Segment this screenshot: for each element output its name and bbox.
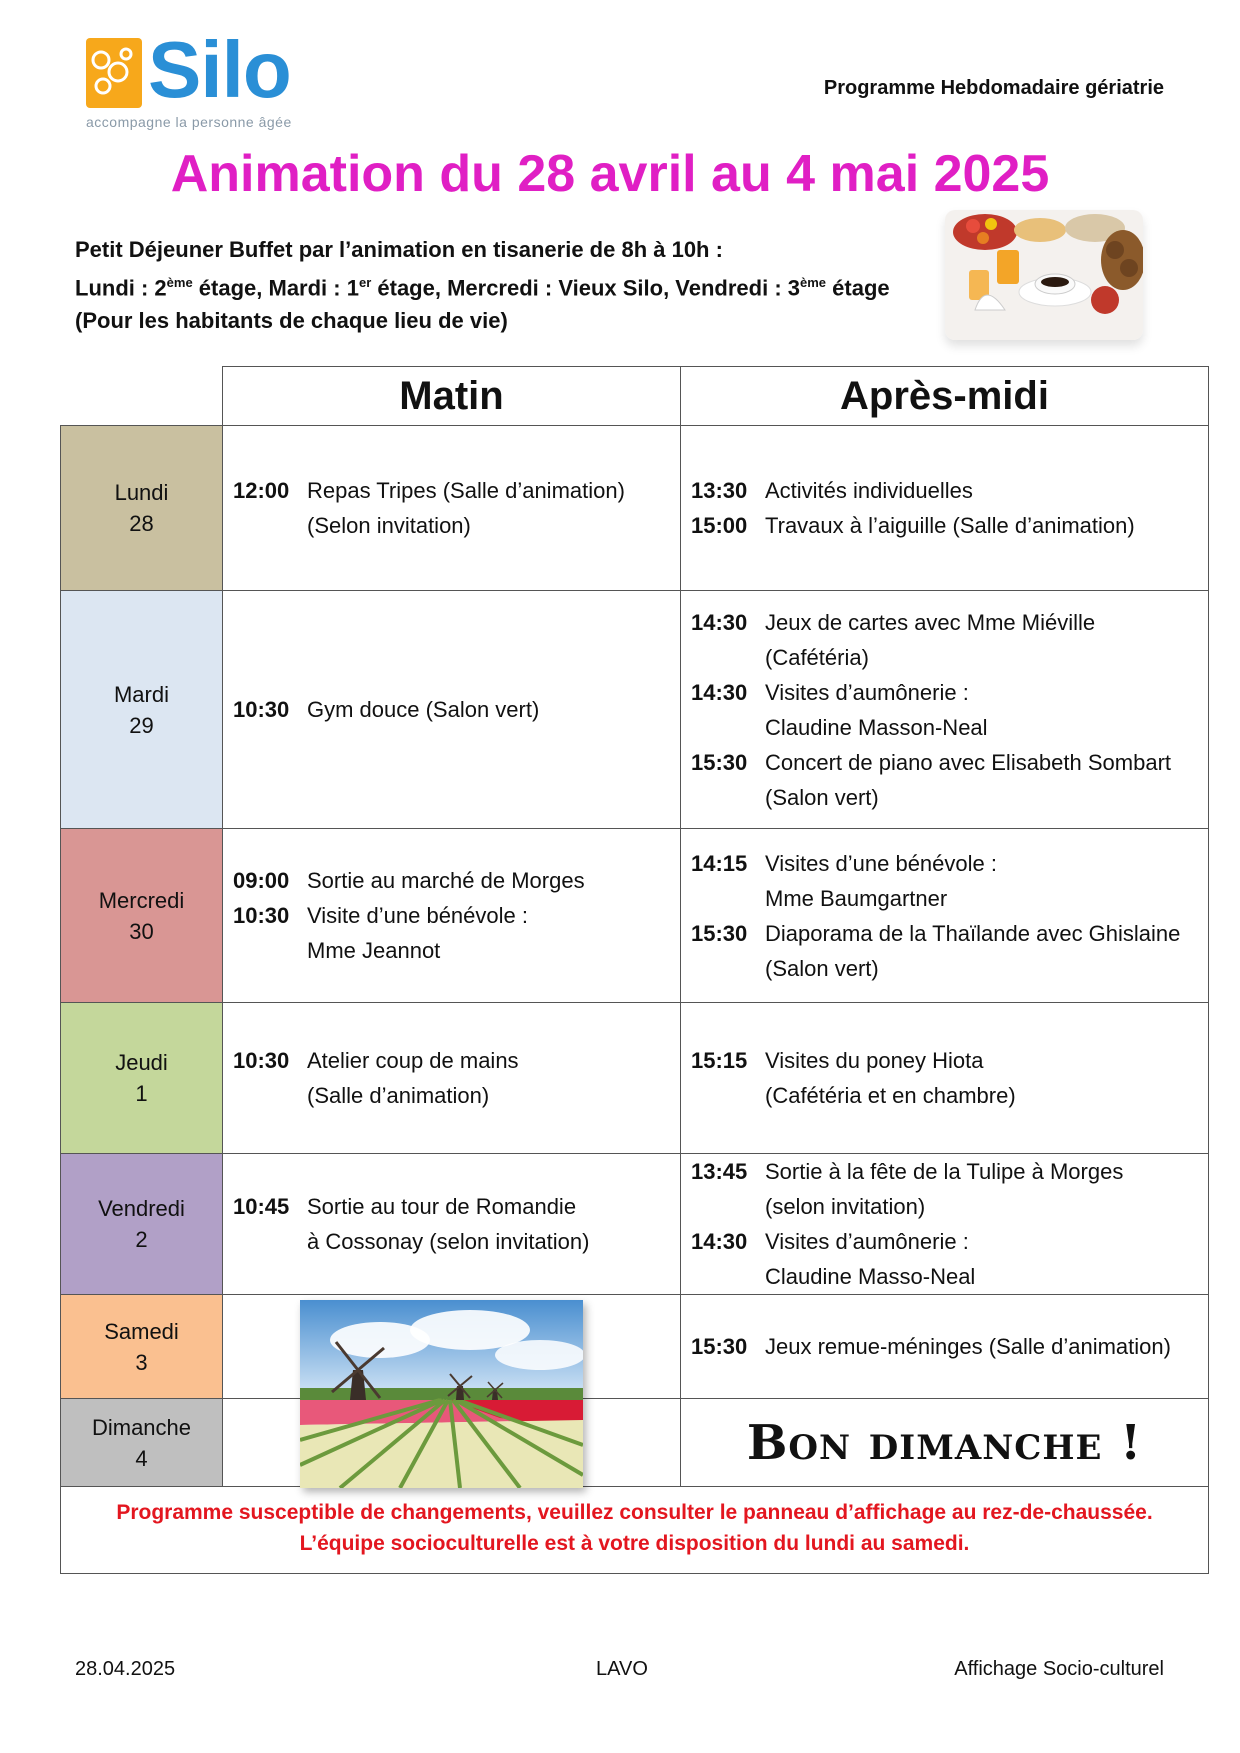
day-cell: Vendredi 2: [61, 1154, 223, 1295]
activity-line: [233, 898, 670, 933]
activity-time: 15:15: [691, 1048, 748, 1073]
matin-cell: [223, 426, 681, 591]
activity-text: Claudine Masson-Neal: [765, 714, 988, 740]
activity-text: Sortie à la fête de la Tulipe à Morges: [765, 1159, 1124, 1184]
activity-text: (Salon vert): [765, 784, 879, 810]
activity-time: [233, 1224, 307, 1259]
activity-text: Mme Jeannot: [307, 938, 441, 963]
activity-line: [691, 1259, 1198, 1294]
activity-line: [233, 933, 670, 968]
day-cell: Jeudi 1: [61, 1003, 223, 1154]
apres-midi-cell: [681, 426, 1209, 591]
activity-line: [691, 1189, 1198, 1224]
row-mercredi: [61, 829, 1209, 1003]
activity-line: [691, 473, 1198, 508]
activity-text: (Cafétéria): [765, 644, 869, 670]
matin-cell: [223, 1003, 681, 1154]
activity-line: [233, 692, 670, 727]
activity-line: [691, 640, 1198, 675]
activity-time: [691, 951, 765, 986]
activity-text: Gym douce (Salon vert): [307, 697, 540, 722]
activity-text: Concert de piano avec Elisabeth Sombart: [765, 749, 1172, 775]
row-dimanche: [61, 1399, 1209, 1487]
bon-dimanche-text: Bon dimanche !: [681, 1399, 1209, 1487]
apres-midi-cell: [681, 829, 1209, 1003]
activity-time: 10:30: [233, 1048, 290, 1073]
matin-cell: [223, 829, 681, 1003]
activity-time: 09:00: [233, 868, 290, 893]
activity-line: [233, 473, 670, 508]
activity-time: [233, 508, 307, 543]
row-samedi: [61, 1295, 1209, 1399]
row-notice: [61, 1487, 1209, 1574]
breakfast-photo: [945, 210, 1143, 340]
header-blank-cell: [61, 367, 223, 426]
apres-midi-cell: [681, 1154, 1209, 1295]
activity-text: Diaporama de la Thaïlande avec Ghislaine: [765, 920, 1181, 946]
footer-date: 28.04.2025: [75, 1658, 176, 1680]
activity-time: [691, 1259, 765, 1294]
activity-line: [233, 1078, 670, 1113]
activity-time: 15:30: [691, 920, 748, 946]
activity-time: 10:30: [233, 697, 290, 722]
activity-text: Claudine Masso-Neal: [765, 1264, 976, 1289]
footer-author: LAVO: [596, 1658, 648, 1680]
activity-time: [691, 780, 765, 815]
breakfast-line-2: Lundi : 2ème étage, Mardi : 1er étage, Mercredi : Vieux Silo, Vendredi : 3ème étage: [75, 275, 890, 301]
day-cell: Mercredi 30: [61, 829, 223, 1003]
activity-line: [691, 675, 1198, 710]
activity-text: Activités individuelles: [765, 478, 973, 503]
matin-cell: [223, 591, 681, 829]
breakfast-line-3: (Pour les habitants de chaque lieu de vie): [75, 308, 508, 334]
row-vendredi: [61, 1154, 1209, 1295]
notice-line-2: L’équipe socioculturelle est à votre disposition du lundi au samedi.: [299, 1532, 970, 1555]
activity-time: 14:30: [691, 1229, 748, 1254]
activity-text: (Cafétéria et en chambre): [765, 1083, 1016, 1108]
activity-text: à Cossonay (selon invitation): [307, 1229, 590, 1254]
activity-time: [233, 933, 307, 968]
day-cell: Samedi 3: [61, 1295, 223, 1399]
logo-wordmark: Silo: [148, 25, 291, 114]
activity-time: 14:15: [691, 850, 748, 876]
footer-category: Affichage Socio-culturel: [954, 1658, 1164, 1680]
tulip-windmill-photo: [300, 1300, 583, 1488]
activity-time: 14:30: [691, 679, 748, 705]
activity-time: 13:45: [691, 1159, 748, 1184]
activity-line: [233, 1043, 670, 1078]
activity-time: [233, 1078, 307, 1113]
day-cell: Dimanche 4: [61, 1399, 223, 1487]
activity-text: Jeux remue-méninges (Salle d’animation): [765, 1334, 1171, 1359]
notice-line-1: Programme susceptible de changements, veuillez consulter le panneau d’affichage au rez-de-chaussée.: [116, 1501, 1153, 1524]
activity-line: [691, 508, 1198, 543]
silo-logo: [86, 25, 316, 133]
activity-line: [691, 951, 1198, 986]
header-apres-midi: Après-midi: [681, 367, 1209, 426]
activity-time: 15:30: [691, 749, 748, 775]
breakfast-info: [75, 233, 890, 337]
activity-text: Mme Baumgartner: [765, 885, 948, 911]
activity-time: 14:30: [691, 609, 748, 635]
row-lundi: [61, 426, 1209, 591]
header-matin: Matin: [223, 367, 681, 426]
row-mardi: [61, 591, 1209, 829]
activity-text: Visites d’aumônerie :: [765, 1229, 969, 1254]
activity-line: [691, 1043, 1198, 1078]
notice-cell: [61, 1487, 1209, 1574]
activity-time: [691, 640, 765, 675]
activity-text: Atelier coup de mains: [307, 1048, 519, 1073]
activity-line: [691, 1154, 1198, 1189]
apres-midi-cell: [681, 1003, 1209, 1154]
activity-text: Visites d’aumônerie :: [765, 679, 969, 705]
activity-time: 12:00: [233, 478, 290, 503]
activity-text: Visites du poney Hiota: [765, 1048, 984, 1073]
day-cell: Mardi 29: [61, 591, 223, 829]
activity-time: 13:30: [691, 478, 748, 503]
activity-time: [691, 710, 765, 745]
activity-text: Visites d’une bénévole :: [765, 850, 997, 876]
activity-line: [691, 1329, 1198, 1364]
activity-line: [691, 916, 1198, 951]
page-title: Animation du 28 avril au 4 mai 2025: [170, 145, 1050, 203]
activity-time: [691, 1078, 765, 1113]
activity-text: Visite d’une bénévole :: [307, 903, 528, 928]
activity-line: [233, 1224, 670, 1259]
activity-time: 15:00: [691, 513, 748, 538]
activity-time: 15:30: [691, 1334, 748, 1359]
activity-text: Travaux à l’aiguille (Salle d’animation): [765, 513, 1135, 538]
activity-text: Repas Tripes (Salle d’animation): [307, 478, 625, 503]
activity-line: [691, 605, 1198, 640]
activity-line: [691, 846, 1198, 881]
activity-text: (Salle d’animation): [307, 1083, 490, 1108]
activity-text: Sortie au marché de Morges: [307, 868, 585, 893]
activity-line: [233, 1189, 670, 1224]
activity-line: [691, 1078, 1198, 1113]
logo-tagline: accompagne la personne âgée: [86, 114, 292, 130]
apres-midi-cell: [681, 1295, 1209, 1399]
program-label: Programme Hebdomadaire gériatrie: [823, 77, 1164, 99]
activity-line: [691, 1224, 1198, 1259]
schedule-table: [60, 366, 1209, 1574]
activity-line: [691, 881, 1198, 916]
activity-line: [691, 780, 1198, 815]
apres-midi-cell: [681, 591, 1209, 829]
activity-time: [691, 881, 765, 916]
activity-line: [233, 508, 670, 543]
activity-text: (Selon invitation): [307, 513, 471, 538]
day-cell: Lundi 28: [61, 426, 223, 591]
activity-text: Sortie au tour de Romandie: [307, 1194, 577, 1219]
activity-line: [691, 710, 1198, 745]
activity-time: 10:30: [233, 903, 290, 928]
activity-text: (selon invitation): [765, 1194, 926, 1219]
silo-logo-icon: [86, 38, 142, 108]
breakfast-line-1: Petit Déjeuner Buffet par l’animation en tisanerie de 8h à 10h :: [75, 237, 723, 262]
activity-line: [691, 745, 1198, 780]
activity-text: (Salon vert): [765, 955, 879, 981]
activity-time: 10:45: [233, 1194, 290, 1219]
matin-cell: [223, 1154, 681, 1295]
activity-time: [691, 1189, 765, 1224]
activity-line: [233, 863, 670, 898]
activity-text: Jeux de cartes avec Mme Miéville: [765, 609, 1096, 635]
row-jeudi: [61, 1003, 1209, 1154]
